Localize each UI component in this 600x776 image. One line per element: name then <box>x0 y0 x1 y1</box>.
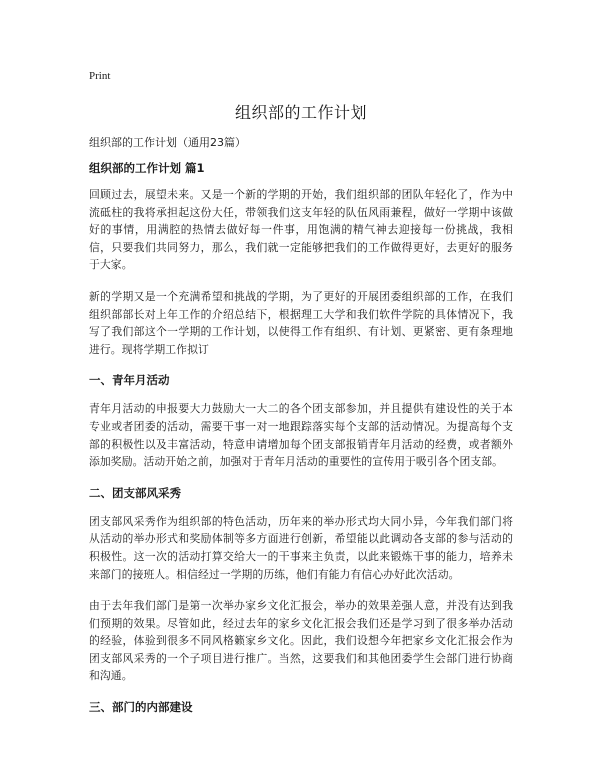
document-subtitle: 组织部的工作计划（通用23篇） <box>89 136 246 149</box>
section-heading-youth-month: 一、青年月活动 <box>89 373 170 388</box>
section-paragraph: 由于去年我们部门是第一次举办家乡文化汇报会，举办的效果差强人意，并没有达到我们预期的效果。尽管如此，经过去年的家乡文化汇报会我们还是学习到了很多举办活动的经验，体验到很多不同风格籁家乡文化。因此，我们设想今年把家乡文化汇报会作为团支部风采秀的一个子项目进行推广。当然，这要我们和其他团委学生会部门进行协商和沟通。 <box>89 599 513 683</box>
article-heading: 组织部的工作计划 篇1 <box>89 161 205 175</box>
print-link[interactable]: Print <box>89 70 111 82</box>
section-heading-internal-building: 三、部门的内部建设 <box>89 700 193 715</box>
intro-paragraph-2: 新的学期又是一个充满希望和挑战的学期，为了更好的开展团委组织部的工作，在我们组织部部长对上年工作的介绍总结下，根据理工大学和我们软件学院的具体情况下，我写了我们部这个一学期的工作计划，以使得工作有组织、有计划、更紧密、更有条理地进行。现将学期工作拟订 <box>89 289 513 356</box>
section-paragraph: 团支部风采秀作为组织部的特色活动，历年来的举办形式均大同小异，今年我们部门将从活动的举办形式和奖励体制等多方面进行创新，希望能以此调动各支部的参与活动的积极性。这一次的活动打算交给大一的干事来主负责，以此来锻炼干事的能力，培养未来部门的接班人。相信经过一学期的历练，他们有能力有信心办好此次活动。 <box>89 514 513 581</box>
section-paragraph: 青年月活动的申报要大力鼓励大一大二的各个团支部参加，并且提供有建设性的关于本专业或者团委的活动，需要干事一对一地跟踪落实每个支部的活动情况。为提高每个支部的积极性以及丰富活动，特意申请增加每个团支部报销青年月活动的经费，或者额外添加奖励。活动开始之前，加强对于青年月活动的重要性的宣传用于吸引各个团支部。 <box>89 402 513 469</box>
intro-paragraph-1: 回顾过去，展望未来。又是一个新的学期的开始，我们组织部的团队年轻化了，作为中流砥柱的我将承担起这份大任，带领我们这支年轻的队伍风雨兼程，做好一学期中该做好的事情，用满腔的热情去做好每一件事，用饱满的精气神去迎接每一份挑战，我相信，只要我们共同努力，那么，我们就一定能够把我们的工作做得更好，去更好的服务于大家。 <box>89 188 513 272</box>
page-title: 组织部的工作计划 <box>234 103 367 122</box>
article-body <box>89 160 513 727</box>
section-heading-branch-showcase: 二、团支部风采秀 <box>89 485 181 500</box>
